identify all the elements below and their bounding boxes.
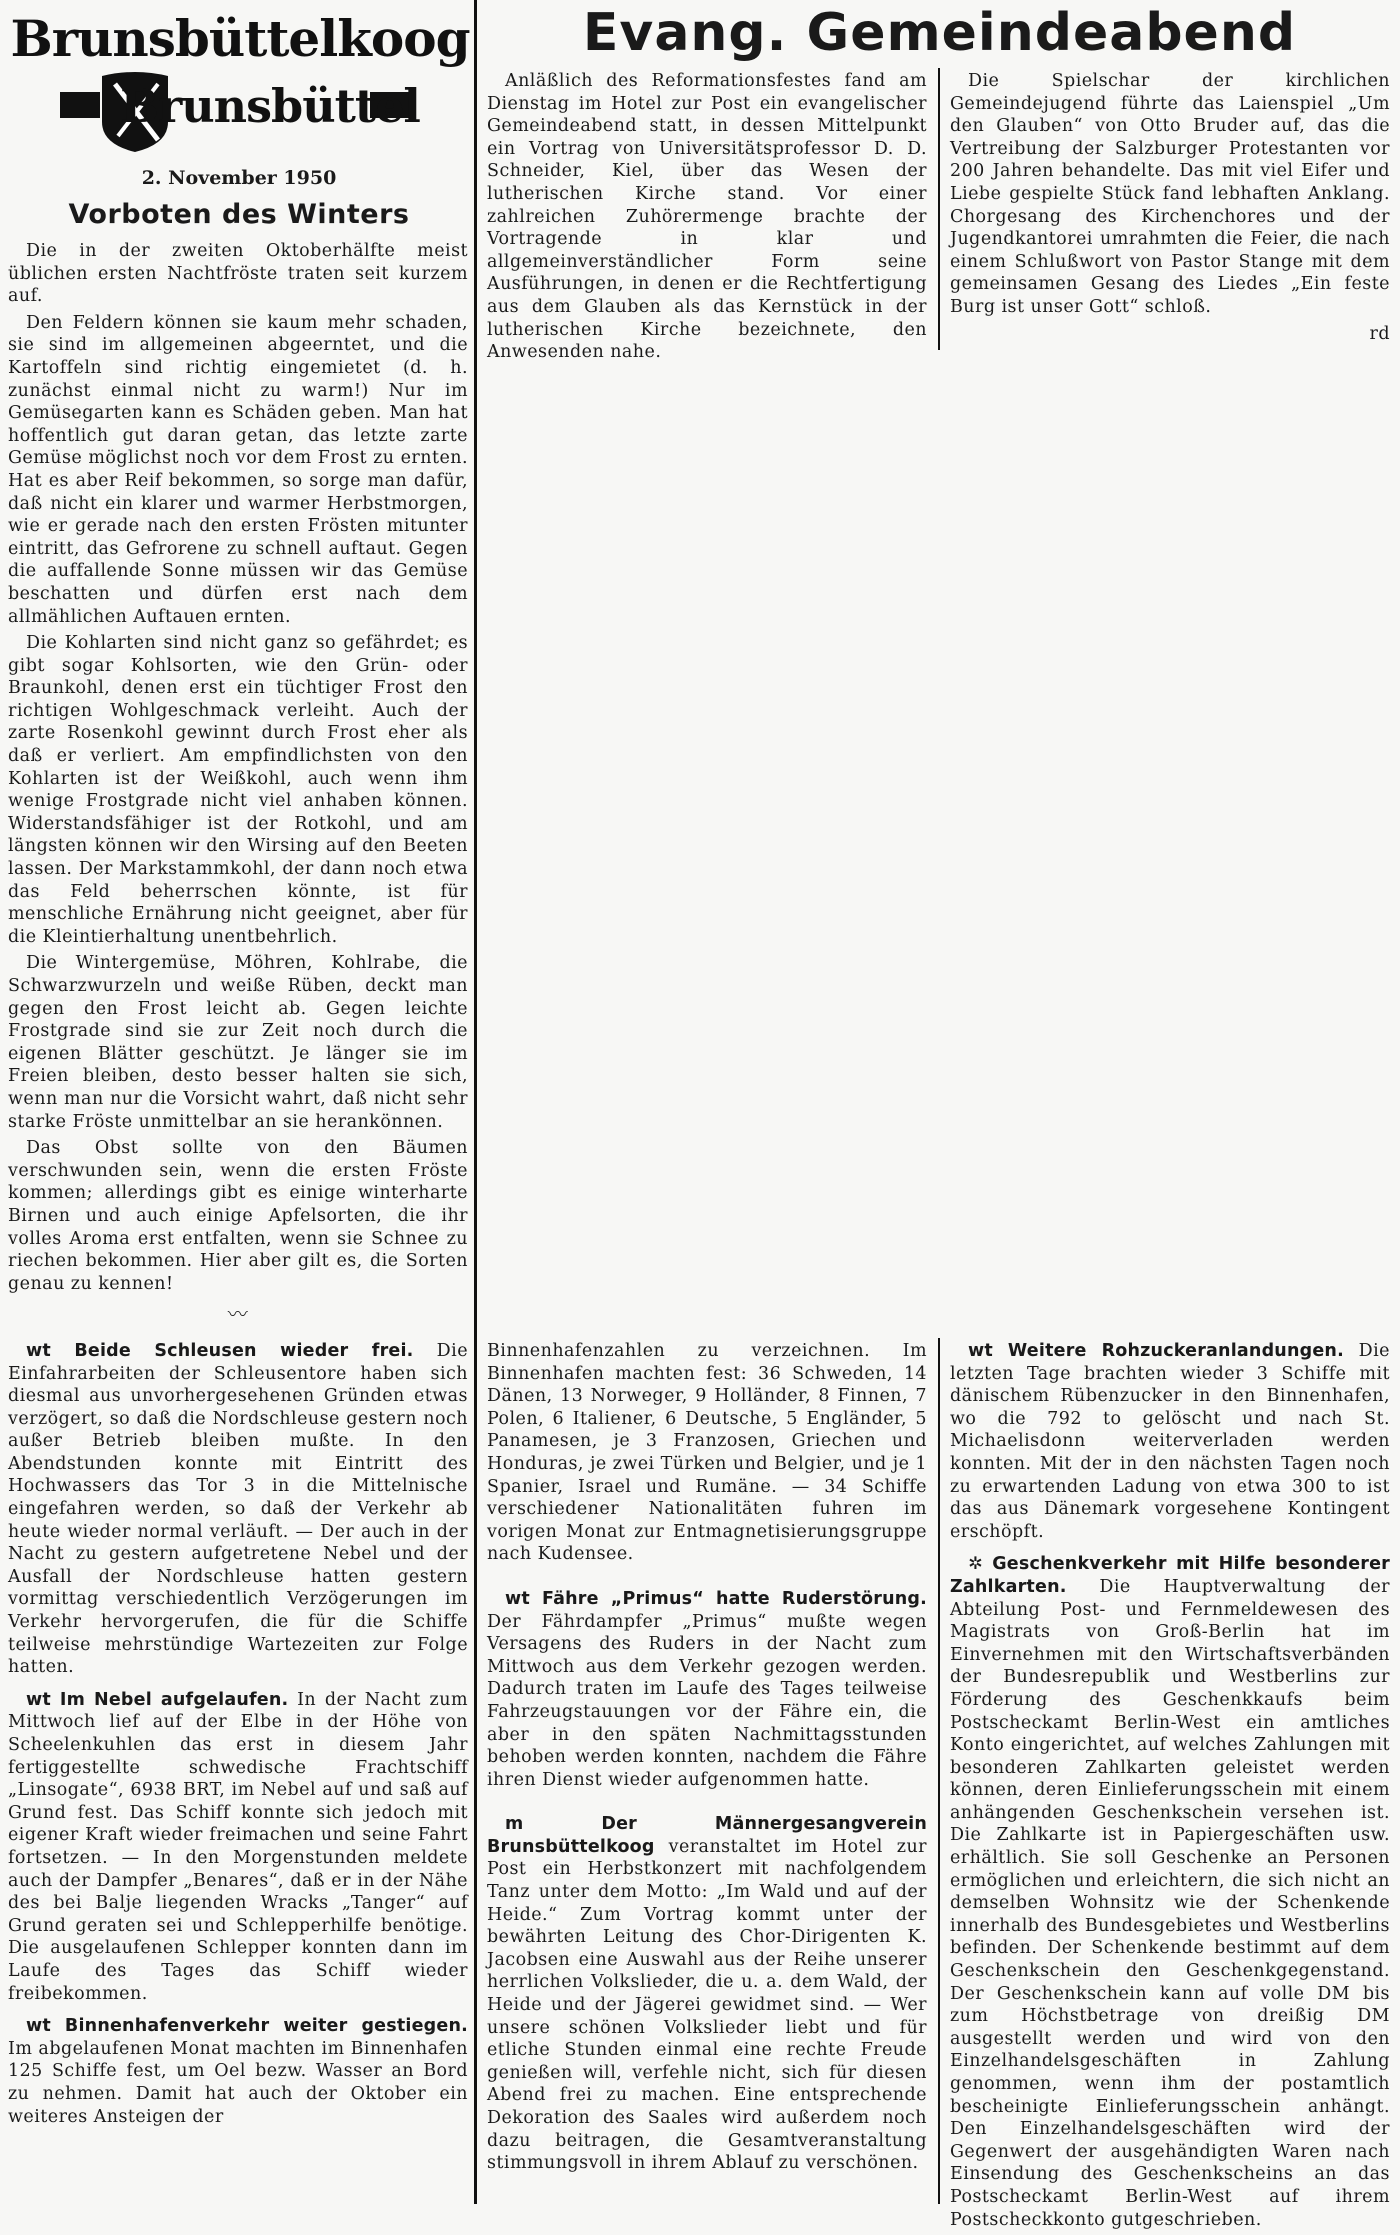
paragraph: Anläßlich des Reformationsfestes fand am Dienstag im Hotel zur Post ein evangelischer Gemeindeabend statt, in dessen Mittelpunkt ein Vortrag von Universitätsprofessor D. D. Schneider, Kiel, über das Wesen der lutherischen Kirche stand. Vor einer zahlreichen Zuhörermenge brachte der Vortragende in klar und allgemeinverständlicher Form seine Ausführungen, in denen er die Rechtfertigung aus dem Glauben als das Kernstück in der lutherischen Kirche bezeichnete, den Anwesenden nahe. (487, 71, 927, 363)
paragraph: Das Obst sollte von den Bäumen verschwunden sein, wenn die ersten Fröste kommen; allerdings gibt es einige winterharte Birnen und auch einige Apfelsorten, die ihr volles Aroma erst entfalten, wenn sie Schnee zu riechen bekommen. Hier aber gilt es, die Sorten genau zu kennen! (8, 1138, 468, 1294)
article-title-vorboten: Vorboten des Winters (68, 199, 410, 230)
column-divider (474, 0, 477, 2204)
news-lead: wt Beide Schleusen wieder frei. (26, 1340, 414, 1361)
svg-text:Brunsbüttel: Brunsbüttel (120, 79, 420, 133)
svg-text:Brunsbüttelkoog: Brunsbüttelkoog (10, 9, 470, 68)
paragraph: Die Wintergemüse, Möhren, Kohlrabe, die Schwarzwurzeln und weiße Rüben, deckt man gegen den Frost leicht ab. Gegen leichte Frostgrade sind sie zur Zeit noch durch die eigenen Blätter geschützt. Je länger sie im Freien bleiben, desto besser halten sie sich, wenn man nur die Vorsicht wahrt, daß nicht sehr starke Fröste unmittelbar an sie herankönnen. (8, 953, 468, 1132)
left-column (8, 240, 468, 2132)
news-lead: wt Binnenhafenverkehr weiter gestiegen. (26, 2016, 468, 2037)
issue-date: 2. November 1950 (141, 167, 337, 189)
news-text: Die Einfahrarbeiten der Schleusentore haben sich diesmal aus unvorhergesehenen Gründen etwas verzögert, so daß die Nordschleuse gestern noch außer Betrieb bleiben mußte. In den Abendstunden konnte mit Eintritt des Hochwassers das Tor 3 in die Mittelnische eingefahren werden, so daß der Verkehr ab heute wieder normal verläuft. — Der auch in der Nacht zu gestern aufgetretene Nebel und der Ausfall der Nordschleuse hatten gestern vormittag verschiedentlich Verzögerungen im Verkehr hervorgerufen, die für die Schiffe teilweise mehrstündige Wartezeiten zur Folge hatten. (8, 1340, 468, 1678)
news-item (950, 1340, 1390, 1543)
news-item (8, 1340, 468, 1679)
news-item-continued: Binnenhafenzahlen zu verzeichnen. Im Binnenhafen machten fest: 36 Schweden, 14 Dänen, 13 Norweger, 9 Holländer, 8 Finnen, 7 Polen, 6 Italiener, 6 Deutsche, 5 Engländer, 5 Panamesen, je 3 Franzosen, Griechen und Honduras, je zwei Türken und Belgier, und je 1 Spanier, Israel und Rumäne. — 34 Schiffe verschiedener Nationalitäten fuhren im vorigen Monat zur Entmagnetisierungsgruppe nach Kudensee. (487, 1341, 927, 1565)
bottom-right-column (950, 1340, 1390, 2235)
news-text: In der Nacht zum Mittwoch lief auf der Elbe in der Höhe von Scheelenkuhlen das erst in diesem Jahr fertiggestellte schwedische Frachtschiff „Linsogate“, 6938 BRT, im Nebel auf und saß auf Grund fest. Das Schiff konnte sich jedoch mit eigener Kraft wieder freimachen und seine Fahrt fortsetzen. — In den Morgenstunden meldete auch der Dampfer „Benares“, daß er in der Nähe des bei Balje liegenden Wracks „Tanger“ auf Grund geraten sei und Schlepperhilfe benötige. Die ausgelaufenen Schlepper konnten dann im Laufe des Tages das Schiff wieder freibekommen. (8, 1689, 468, 2004)
column-divider (938, 68, 940, 350)
news-item (487, 1588, 927, 1791)
news-text: Die letzten Tage brachten wieder 3 Schiffe mit dänischem Rübenzucker in den Binnenhafen, wo die 792 to gelöscht und nach St. Michaelisdonn weiterverladen werden konnten. Mit der in den nächsten Tagen noch zu erwartenden Ladung von etwa 300 to ist das aus Dänemark vorgesehene Kontingent erschöpft. (950, 1341, 1390, 1542)
article-title-gemeindeabend: Evang. Gemeindeabend (582, 3, 1297, 63)
news-lead: wt Weitere Rohzuckeranlandungen. (968, 1341, 1344, 1361)
news-text: veranstaltet im Hotel zur Post ein Herbstkonzert mit nachfolgendem Tanz unter dem Motto: „Im Wald und auf der Heide.“ Zum Vortrag kommt unter der bewährten Leitung des Chor-Dirigenten K. Jacobsen eine Auswahl aus der Reihe unserer herrlichen Volkslieder, die u. a. dem Wald, der Heide und der Jägerei gewidmet sind. — Wer unsere schönen Volkslieder liebt und für etliche Stunden einmal eine rechte Freude genießen will, verfehle nicht, sich für diesen Abend frei zu machen. Eine entsprechende Dekoration des Saales wird außerdem noch dazu beitragen, die Gesamtveranstaltung stimmungsvoll in ihrem Ablauf zu verschönen. (487, 1836, 927, 2174)
news-lead: ✲ Geschenkverkehr mit Hilfe besonderer Zahlkarten. (950, 1554, 1390, 1597)
paragraph: Die Kohlarten sind nicht ganz so gefährdet; es gibt sogar Kohlsorten, wie den Grün- oder Braunkohl, denen erst ein tüchtiger Frost den richtigen Wohlgeschmack verleiht. Auch der zarte Rosenkohl gewinnt durch Frost eher als daß er verliert. Am empfindlichsten von den Kohlarten ist der Weißkohl, auch wenn ihm wenige Frostgrade nicht viel anhaben können. Widerstandsfähiger ist der Rotkohl, und am längsten können wir den Wirsing auf den Beeten lassen. Der Markstammkohl, der dann noch etwa das Feld beherrschen könnte, ist für menschliche Ernährung nicht geeignet, aber für die Kleintierhaltung unentbehrlich. (8, 633, 468, 947)
news-lead: wt Im Nebel aufgelaufen. (26, 1689, 289, 1710)
news-text: Die Hauptverwaltung der Abteilung Post- und Fernmeldewesen des Magistrats von Groß-Berlin hat im Einvernehmen mit den Wirtschaftsverbänden der Bundesrepublik und Westberlins zur Förderung des Geschenkkaufs beim Postscheckamt Berlin-West ein amtliches Konto eingerichtet, auf welches Zahlungen mit besonderen Zahlkarten geleistet werden können, deren Einlieferungsschein mit einem anhängenden Geschenkschein versehen ist. Die Zahlkarte ist in Papiergeschäften usw. erhältlich. Sie soll Geschenke an Personen ermöglichen und erleichtern, die sich nicht an demselben Wohnsitz wie der Schenkende innerhalb des Bundesgebietes und Westberlins befinden. Der Schenkende bestimmt auf dem Geschenkschein den Geschenkgegenstand. Der Geschenkschein kann auf volle DM bis zum Höchstbetrage von dreißig DM ausgestellt werden und wird von den Einzelhandelsgeschäften in Zahlung genommen, wenn ihm der postamtlich bescheinigte Einlieferungsschein anhängt. Den Einzelhandelsgeschäften wird der Gegenwert der ausgehändigten Waren nach Einsendung des Geschenkscheins an das Postscheckamt Berlin-West auf ihrem Postscheckkonto gutgeschrieben. (950, 1576, 1390, 2230)
top-middle-column (487, 70, 927, 368)
news-item (8, 2015, 468, 2128)
top-right-column (950, 70, 1390, 349)
masthead-logo (10, 4, 470, 154)
news-item (8, 1689, 468, 2005)
paragraph: Die in der zweiten Oktoberhälfte meist üblichen ersten Nachtfröste traten seit kurzem auf. (8, 241, 468, 307)
news-text: Der Fährdampfer „Primus“ mußte wegen Versagens des Ruders in der Nacht zum Mittwoch aus dem Verkehr gezogen werden. Dadurch traten im Laufe des Tages teilweise Fahrzeugstauungen vor der Fähre ein, die aber in den späten Nachmittagsstunden behoben werden konnten, nachdem die Fähre ihren Dienst wieder aufgenommen hatte. (487, 1611, 927, 1790)
paragraph: Die Spielschar der kirchlichen Gemeindejugend führte das Laienspiel „Um den Glauben“ von Otto Bruder auf, das die Vertreibung der Salzburger Protestanten vor 200 Jahren behandelte. Das mit viel Eifer und Liebe gespielte Stück fand lebhaften Anklang. Chorgesang des Kirchenchores und der Jugendkantorei umrahmten die Feier, die nach einem Schlußwort von Pastor Stange mit dem gemeinsamen Gesang des Liedes „Ein feste Burg ist unser Gott“ schloß. (950, 71, 1390, 317)
news-item (487, 1813, 927, 2175)
author-signature: rd (1369, 323, 1390, 344)
news-lead: wt Fähre „Primus“ hatte Ruderstörung. (505, 1588, 927, 1609)
section-ornament: 〰 (227, 1302, 249, 1327)
news-text: Im abgelaufenen Monat machten im Binnenhafen 125 Schiffe fest, um Oel bezw. Wasser an Bord zu nehmen. Damit hat auch der Oktober ein weiteres Ansteigen der (8, 2038, 468, 2127)
paragraph: Den Feldern können sie kaum mehr schaden, sie sind im allgemeinen abgeerntet, und die Kartoffeln sind richtig eingemietet (d. h. zunächst einmal nicht zu warm!) Nur im Gemüsegarten kann es Schäden geben. Man hat hoffentlich gut daran getan, das letzte zarte Gemüse möglichst noch vor dem Frost zu ernten. Hat es aber Reif bekommen, so sorge man dafür, daß nicht ein klarer und warmer Herbstmorgen, wie er gerade nach den ersten Frösten mitunter eintritt, das Gefrorene zu schnell auftaut. Gegen die auffallende Sonne müssen wir das Gemüse beschatten und dürfen erst nach dem allmählichen Auftauen ernten. (8, 312, 468, 627)
news-item (950, 1553, 1390, 2231)
news-lead: m Der Männergesangverein Brunsbüttelkoog (487, 1814, 927, 1857)
bottom-middle-column (487, 1340, 927, 2179)
column-divider (938, 1338, 940, 2204)
